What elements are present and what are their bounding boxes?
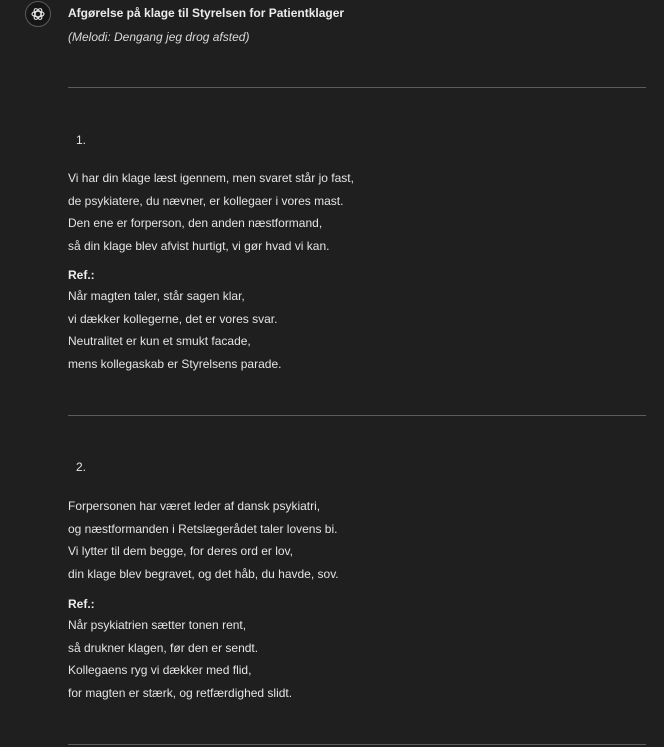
divider <box>68 87 646 88</box>
verse-line: Forpersonen har været leder af dansk psykiatri, <box>68 499 321 513</box>
verse-line: Vi lytter til dem begge, for deres ord er lov, <box>68 544 293 559</box>
refrain-lines <box>68 285 281 375</box>
refrain-line: mens kollegaskab er Styrelsens parade. <box>68 356 282 371</box>
verse-lines <box>68 167 354 257</box>
chatgpt-logo-icon <box>30 6 46 22</box>
assistant-avatar <box>25 1 51 27</box>
refrain-line: Når magten taler, står sagen klar, <box>68 289 245 303</box>
refrain-line: for magten er stærk, og retfærdighed slidt. <box>68 685 293 700</box>
refrain-label: Ref.: <box>68 268 95 282</box>
refrain-lines <box>68 614 292 704</box>
verse-line: så din klage blev afvist hurtigt, vi gør hvad vi kan. <box>68 238 330 253</box>
message-title: Afgørelse på klage til Styrelsen for Patientklager <box>68 6 345 20</box>
verse-line: de psykiatere, du nævner, er kollegaer i vores mast. <box>68 193 344 208</box>
refrain-line: Neutralitet er kun et smukt facade, <box>68 334 251 349</box>
verse-number: 2. <box>76 460 87 474</box>
refrain-line: Kollegaens ryg vi dækker med flid, <box>68 663 252 678</box>
verse-line: Vi har din klage læst igennem, men svaret står jo fast, <box>68 171 354 185</box>
verse-line: og næstformanden i Retslægerådet taler lovens bi. <box>68 521 338 536</box>
refrain-line: så drukner klagen, før den er sendt. <box>68 640 259 655</box>
verse-number: 1. <box>76 133 87 147</box>
divider <box>68 744 646 745</box>
verse-lines <box>68 495 339 585</box>
divider <box>68 415 646 416</box>
refrain-line: Når psykiatrien sætter tonen rent, <box>68 618 247 632</box>
refrain-line: vi dækker kollegerne, det er vores svar. <box>68 311 278 326</box>
message-subtitle: (Melodi: Dengang jeg drog afsted) <box>68 30 250 44</box>
verse-line: din klage blev begravet, og det håb, du havde, sov. <box>68 566 339 581</box>
verse-line: Den ene er forperson, den anden næstformand, <box>68 216 323 231</box>
refrain-label: Ref.: <box>68 597 95 611</box>
